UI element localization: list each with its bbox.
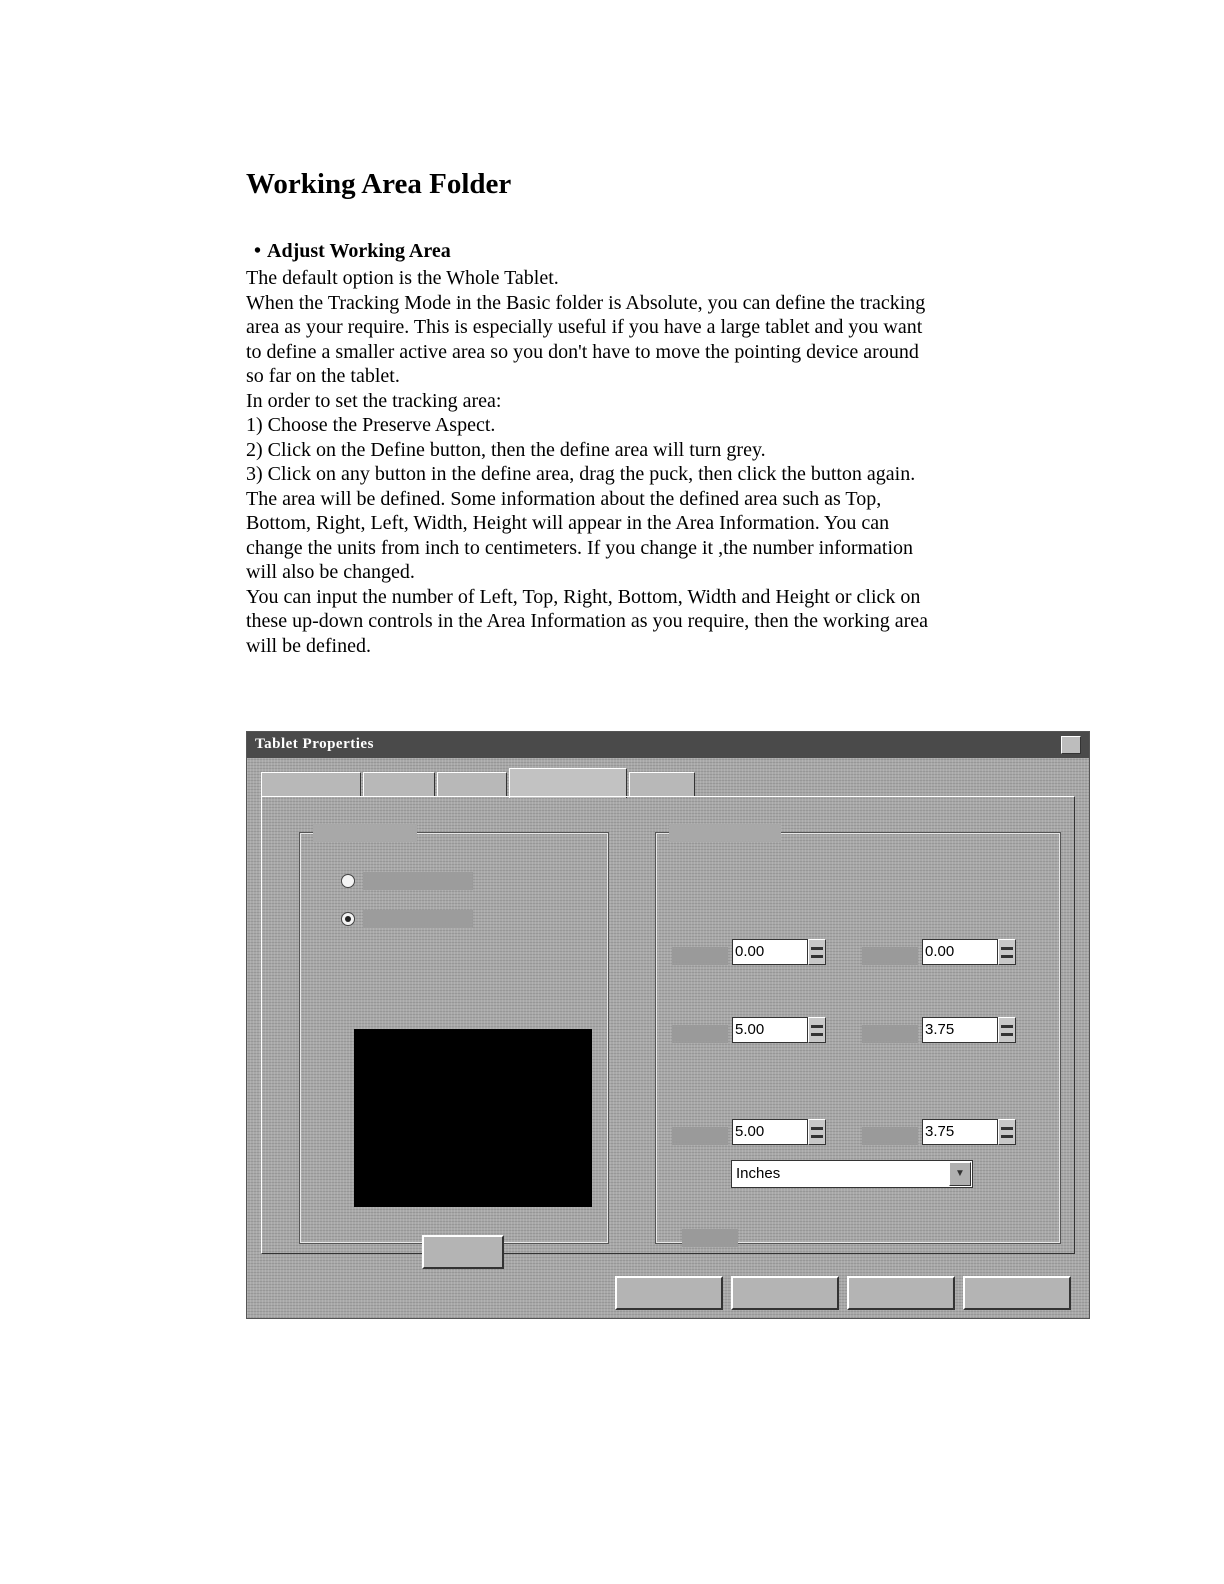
height-spinner[interactable] bbox=[998, 1119, 1016, 1145]
text-line: these up-down controls in the Area Information as you require, then the working area bbox=[246, 610, 929, 632]
close-button[interactable] bbox=[1061, 736, 1081, 754]
right-spinner[interactable] bbox=[808, 1017, 826, 1043]
text-line: 3) Click on any button in the define area, drag the puck, then click the button again. bbox=[246, 463, 916, 485]
help-button[interactable] bbox=[963, 1276, 1071, 1310]
tab-buttons[interactable] bbox=[437, 772, 507, 796]
left-spinner[interactable] bbox=[808, 939, 826, 965]
text-line: In order to set the tracking area: bbox=[246, 389, 502, 412]
text-line: 2) Click on the Define button, then the define area will turn grey. bbox=[246, 438, 766, 461]
bottom-spinner[interactable] bbox=[998, 1017, 1016, 1043]
dialog-titlebar bbox=[247, 732, 1089, 758]
units-select[interactable] bbox=[731, 1160, 973, 1188]
whole-tablet-radio[interactable] bbox=[341, 874, 355, 888]
bottom-label bbox=[862, 1025, 918, 1043]
text-line: area as your require. This is especially useful if you have a large tablet and you want bbox=[246, 316, 923, 338]
right-input[interactable]: 5.00 bbox=[732, 1017, 808, 1043]
top-input[interactable]: 0.00 bbox=[922, 939, 998, 965]
tab-working-area[interactable] bbox=[509, 768, 627, 798]
text-line: 1) Choose the Preserve Aspect. bbox=[246, 414, 496, 436]
section-heading-text: Adjust Working Area bbox=[267, 240, 451, 262]
ok-button[interactable] bbox=[615, 1276, 723, 1310]
text-line: Bottom, Right, Left, Width, Height will appear in the Area Information. You can bbox=[246, 512, 890, 534]
bullet: • bbox=[254, 240, 262, 262]
text-line: to define a smaller active area so you don't have to move the pointing device around bbox=[246, 340, 919, 363]
height-label bbox=[862, 1127, 918, 1145]
whole-tablet-label bbox=[363, 872, 473, 890]
units-select-value: Inches bbox=[736, 1165, 781, 1182]
left-input[interactable]: 0.00 bbox=[732, 939, 808, 965]
top-spinner[interactable] bbox=[998, 939, 1016, 965]
height-input[interactable]: 3.75 bbox=[922, 1119, 998, 1145]
define-area-box[interactable] bbox=[354, 1029, 592, 1207]
right-label bbox=[672, 1025, 728, 1043]
area-information-group-label bbox=[669, 824, 781, 842]
text-line: will be defined. bbox=[246, 634, 371, 657]
text-line: The default option is the Whole Tablet. bbox=[246, 267, 559, 289]
body-text bbox=[246, 266, 1076, 658]
width-label bbox=[672, 1127, 728, 1145]
apply-button[interactable] bbox=[847, 1276, 955, 1310]
section-heading bbox=[254, 240, 451, 263]
top-label bbox=[862, 947, 918, 965]
tab-information[interactable] bbox=[261, 772, 361, 796]
page-title: Working Area Folder bbox=[246, 168, 512, 200]
chevron-down-icon[interactable]: ▼ bbox=[949, 1162, 971, 1186]
units-label bbox=[682, 1229, 738, 1247]
text-line: The area will be defined. Some information about the defined area such as Top, bbox=[246, 487, 882, 510]
width-input[interactable]: 5.00 bbox=[732, 1119, 808, 1145]
width-spinner[interactable] bbox=[808, 1119, 826, 1145]
tablet-properties-dialog bbox=[246, 731, 1090, 1319]
bottom-input[interactable]: 3.75 bbox=[922, 1017, 998, 1043]
define-button[interactable] bbox=[422, 1235, 504, 1269]
define-area-label bbox=[363, 910, 473, 928]
tab-extra[interactable] bbox=[629, 772, 695, 796]
text-line: so far on the tablet. bbox=[246, 365, 400, 387]
text-line: You can input the number of Left, Top, Right, Bottom, Width and Height or click on bbox=[246, 585, 921, 608]
tab-basic[interactable] bbox=[363, 772, 435, 796]
text-line: will also be changed. bbox=[246, 561, 415, 583]
left-label bbox=[672, 947, 728, 965]
tracking-area-group-label bbox=[313, 824, 417, 842]
text-line: When the Tracking Mode in the Basic folder is Absolute, you can define the tracking bbox=[246, 291, 926, 314]
cancel-button[interactable] bbox=[731, 1276, 839, 1310]
dialog-title: Tablet Properties bbox=[255, 736, 374, 752]
define-area-radio[interactable] bbox=[341, 912, 355, 926]
text-line: change the units from inch to centimeters. If you change it ,the number information bbox=[246, 536, 914, 559]
